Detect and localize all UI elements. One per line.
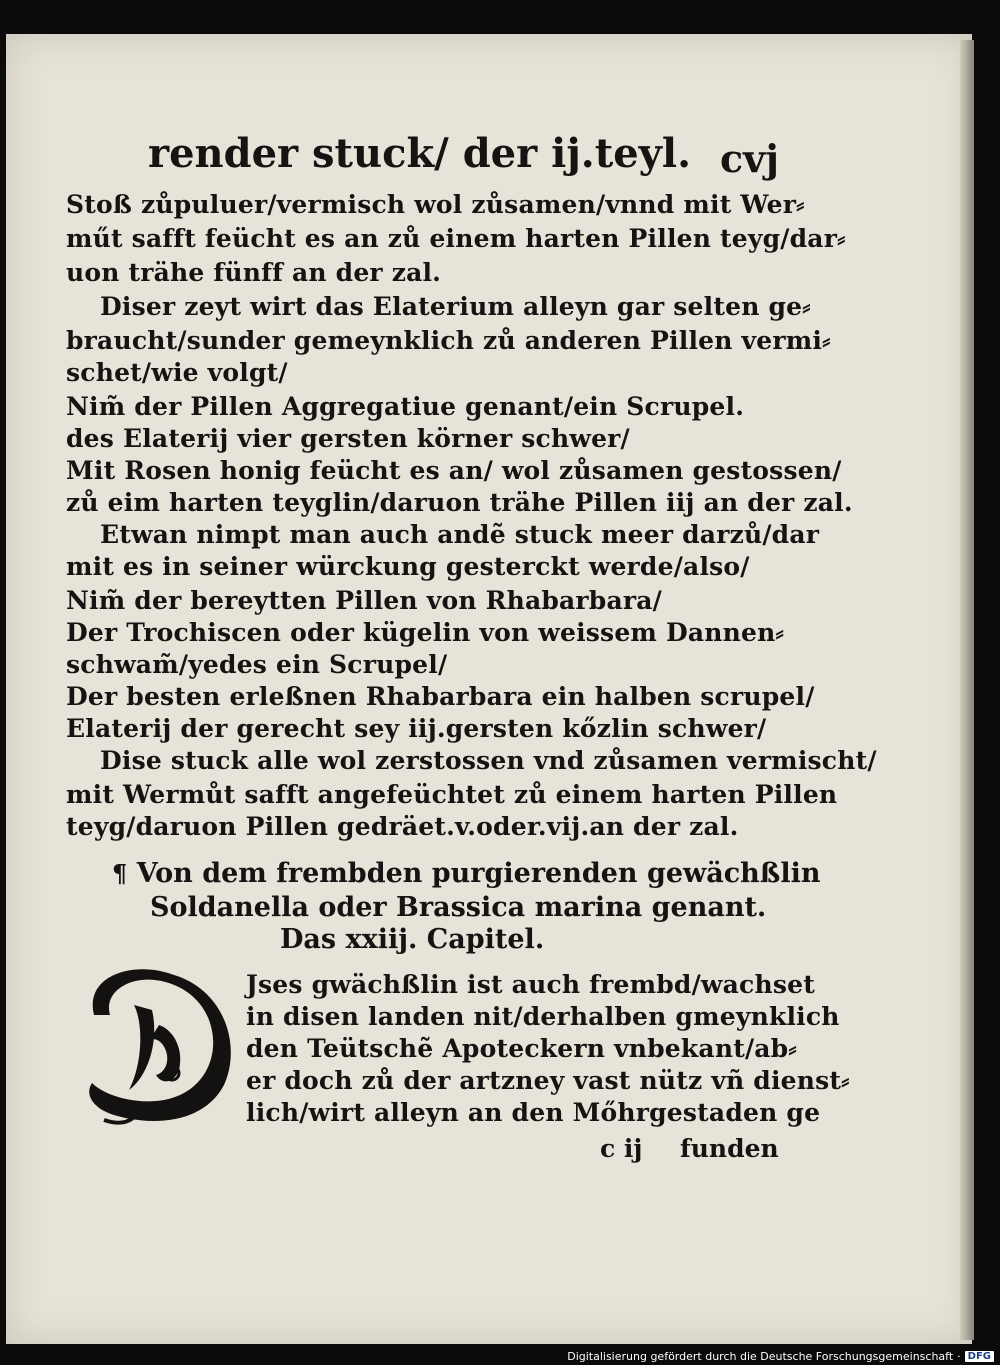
page-edge bbox=[960, 40, 974, 1340]
running-head: render stuck/ der ij.teyl. bbox=[148, 130, 692, 177]
text-line: Nim̃ der bereytten Pillen von Rhabarbara/ bbox=[66, 586, 662, 615]
text-line: Stoß zůpuluer/vermisch wol zůsamen/vnnd mit Wer⸗ bbox=[66, 190, 805, 219]
text-line: schet/wie volgt/ bbox=[66, 358, 288, 387]
text-line: er doch zů der artzney vast nütz vñ dienst⸗ bbox=[246, 1066, 850, 1095]
chapter-heading-line1 bbox=[112, 858, 820, 889]
text-line: Etwan nimpt man auch andẽ stuck meer darzů/dar bbox=[100, 520, 820, 549]
text-line: mit es in seiner würckung gesterckt werde/also/ bbox=[66, 552, 750, 581]
text-line: braucht/sunder gemeynklich zů anderen Pillen vermi⸗ bbox=[66, 326, 831, 355]
text-line: mit Wermůt safft angefeüchtet zů einem harten Pillen bbox=[66, 780, 838, 809]
chapter-number: Das xxiij. Capitel. bbox=[280, 924, 545, 955]
text-line: den Teütschẽ Apoteckern vnbekant/ab⸗ bbox=[246, 1034, 797, 1063]
text-line: in disen landen nit/derhalben gmeynklich bbox=[246, 1002, 840, 1031]
chapter-heading-title: Von dem frembden purgierenden gewächßlin bbox=[136, 858, 821, 889]
text-line: uon trähe fünff an der zal. bbox=[66, 258, 442, 287]
text-line: Diser zeyt wirt das Elaterium alleyn gar selten ge⸗ bbox=[100, 292, 811, 321]
text-line: Mit Rosen honig feücht es an/ wol zůsamen gestossen/ bbox=[66, 456, 842, 485]
pilcrow-icon: ¶ bbox=[112, 859, 128, 888]
text-line: lich/wirt alleyn an den Mőhrgestaden ge bbox=[246, 1098, 821, 1127]
text-line: Dise stuck alle wol zerstossen vnd zůsamen vermischt/ bbox=[100, 746, 877, 775]
text-line: schwam̃/yedes ein Scrupel/ bbox=[66, 650, 448, 679]
folio-number: cvj bbox=[720, 136, 779, 181]
text-line: Nim̃ der Pillen Aggregatiue genant/ein Scrupel. bbox=[66, 392, 745, 421]
signature-mark: c ij bbox=[600, 1134, 643, 1163]
digitization-credit: Digitalisierung gefördert durch die Deutsche Forschungsgemeinschaft · DFG bbox=[567, 1350, 994, 1363]
catchword: funden bbox=[680, 1134, 779, 1163]
decorated-initial bbox=[74, 955, 244, 1130]
credit-text: Digitalisierung gefördert durch die Deutsche Forschungsgemeinschaft bbox=[567, 1350, 954, 1363]
text-line: Elaterij der gerecht sey iij.gersten kőzlin schwer/ bbox=[66, 714, 767, 743]
dfg-logo-icon: DFG bbox=[965, 1351, 994, 1362]
chapter-heading-line2: Soldanella oder Brassica marina genant. bbox=[150, 892, 767, 923]
text-line: teyg/daruon Pillen gedräet.v.oder.vij.an der zal. bbox=[66, 812, 739, 841]
text-line: Der besten erleßnen Rhabarbara ein halben scrupel/ bbox=[66, 682, 815, 711]
text-line: Jses gwächßlin ist auch frembd/wachset bbox=[246, 970, 815, 999]
text-line: zů eim harten teyglin/daruon trähe Pillen iij an der zal. bbox=[66, 488, 853, 517]
text-line: műt safft feücht es an zů einem harten Pillen teyg/dar⸗ bbox=[66, 224, 846, 253]
text-line: Der Trochiscen oder kügelin von weissem Dannen⸗ bbox=[66, 618, 785, 647]
text-line: des Elaterij vier gersten körner schwer/ bbox=[66, 424, 630, 453]
